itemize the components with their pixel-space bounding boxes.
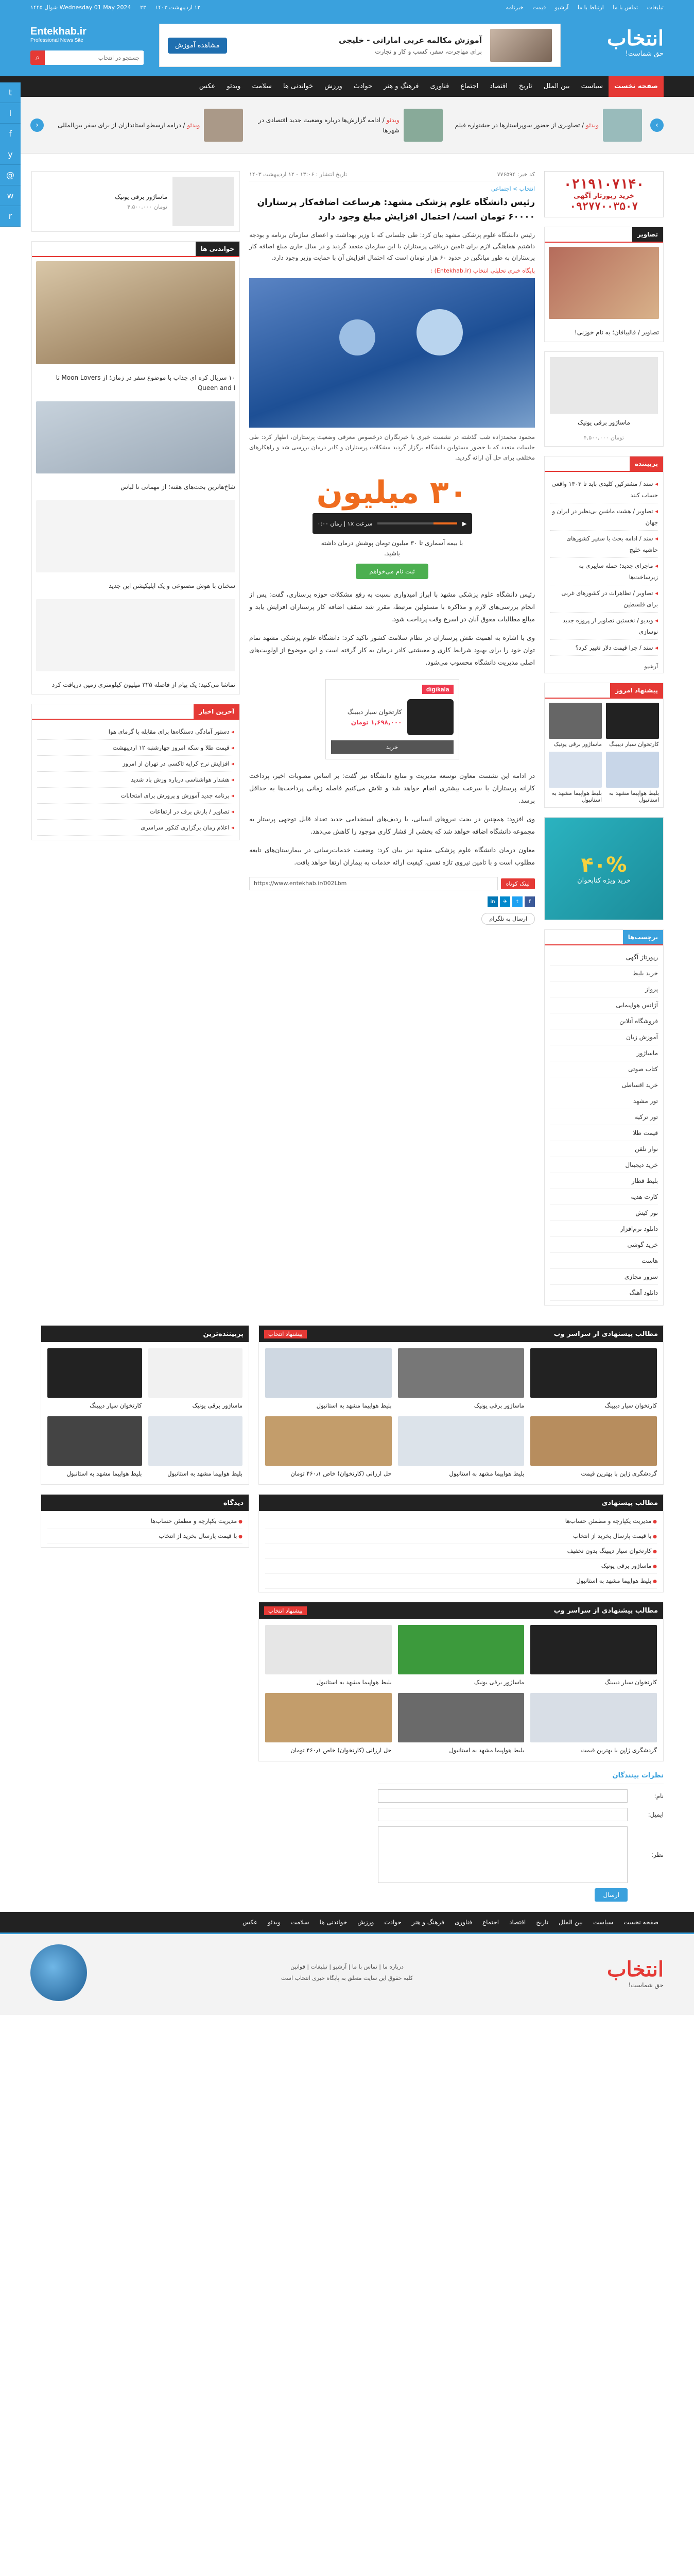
main-nav bbox=[0, 76, 694, 97]
footer-nav-item[interactable]: عکس bbox=[242, 1919, 258, 1926]
list-item[interactable]: ◂ تصاویر / بارش برف در ارتفاعات bbox=[37, 804, 234, 820]
reading-image[interactable] bbox=[36, 599, 235, 671]
tag-link[interactable]: رپورتاژ آگهی bbox=[550, 950, 658, 965]
left-column bbox=[31, 171, 240, 1315]
suggested-card[interactable] bbox=[530, 1416, 657, 1478]
ticker-label: ویدئو bbox=[586, 122, 599, 129]
suggested-link[interactable]: ● بلیط هواپیما مشهد به استانبول bbox=[265, 1574, 657, 1589]
offer-image bbox=[606, 703, 659, 739]
list-item[interactable]: ◂ ویدیو / نخستین تصاویر از پروژه جدید نوسازی bbox=[550, 613, 658, 640]
footer-nav-item[interactable]: حوادث bbox=[384, 1919, 402, 1926]
card-title: کارتخوان سیار دیبینگ bbox=[604, 1402, 657, 1409]
suggested-card[interactable] bbox=[265, 1348, 392, 1410]
comment-form bbox=[378, 1772, 664, 1902]
box-title: پیشنهاد امروز bbox=[610, 683, 663, 698]
ticker-text: ادامه گزارش‌ها درباره وضعیت جدید اقتصادی در شهرها bbox=[258, 116, 400, 134]
name-field[interactable] bbox=[378, 1789, 628, 1803]
list-item[interactable]: ◂ دستور آمادگی دستگاه‌ها برای مقابله با گرمای هوا bbox=[37, 724, 234, 740]
header-ad[interactable] bbox=[159, 24, 561, 67]
tag-link[interactable]: خرید گوشی bbox=[550, 1237, 658, 1253]
email-label: ایمیل: bbox=[648, 1811, 664, 1818]
card-title: بلیط هواپیما مشهد به استانبول bbox=[316, 1679, 392, 1686]
tags-box bbox=[544, 929, 664, 1306]
footer-nav-item[interactable]: سیاست bbox=[593, 1919, 614, 1926]
share-bar bbox=[249, 896, 535, 907]
product-name: ماساژور برقی یونیک bbox=[578, 419, 630, 426]
offer-image bbox=[549, 703, 602, 739]
suggested-box bbox=[258, 1325, 664, 1485]
offer-name: بلیط هواپیما مشهد به استانبول bbox=[551, 790, 602, 803]
most-viewed-box bbox=[544, 456, 664, 673]
ticker-image bbox=[204, 109, 243, 142]
footer-logo-text: انتخاب bbox=[607, 1957, 664, 1981]
ad-subtitle: برای مهاجرت، سفر، کسب و کار و تجارت bbox=[375, 48, 482, 55]
product-price: ۱,۶۹۸,۰۰۰ تومان bbox=[351, 719, 402, 726]
comment-field[interactable] bbox=[378, 1826, 628, 1883]
box-title: پربیننده bbox=[630, 456, 663, 471]
suggested-box-2 bbox=[258, 1602, 664, 1761]
site-name bbox=[30, 26, 144, 43]
suggested-card[interactable] bbox=[530, 1625, 657, 1687]
footer-logo[interactable] bbox=[607, 1957, 664, 1989]
offer-card[interactable] bbox=[549, 752, 602, 803]
suggested-card[interactable] bbox=[398, 1348, 525, 1410]
suggested-card[interactable] bbox=[398, 1416, 525, 1478]
list-item[interactable]: ◂ برنامه جدید آموزش و پرورش برای امتحانات bbox=[37, 788, 234, 804]
list-item[interactable]: ◂ هشدار هواشناسی درباره وزش باد شدید bbox=[37, 772, 234, 788]
list-item[interactable]: ◂ تصاویر / هشت ماشین بی‌نظیر در ایران و جهان bbox=[550, 503, 658, 531]
short-link[interactable]: https://www.entekhab.ir/002Lbm bbox=[249, 877, 498, 890]
list-item[interactable]: ◂ ماجرای جدید؛ حمله سایبری به زیرساخت‌ها bbox=[550, 558, 658, 585]
offer-card[interactable] bbox=[549, 703, 602, 748]
digikala-logo: digikala bbox=[422, 685, 454, 694]
ad-phone-2: ۰۹۲۷۷۰۰۳۵۰۷ bbox=[569, 199, 638, 212]
ticker bbox=[0, 97, 694, 154]
mv-card[interactable] bbox=[148, 1416, 243, 1478]
ticker-label: ویدئو bbox=[187, 122, 200, 129]
article-column bbox=[249, 171, 535, 1315]
section-title: پربیننده‌ترین bbox=[203, 1330, 244, 1338]
logo-text: انتخاب bbox=[607, 26, 664, 50]
suggested-link[interactable]: ● مدیریت یکپارچه و مطمئن حساب‌ها bbox=[265, 1514, 657, 1529]
tag-link[interactable]: فروشگاه آنلاین bbox=[550, 1013, 658, 1029]
social-sidebar bbox=[0, 82, 21, 227]
tag-link[interactable]: هاست bbox=[550, 1253, 658, 1269]
telegram-share-icon[interactable]: ✈ bbox=[500, 896, 510, 907]
product-image bbox=[172, 177, 234, 226]
instagram-icon[interactable]: i bbox=[0, 103, 21, 124]
rss-icon[interactable]: r bbox=[0, 206, 21, 227]
suggested-link[interactable]: ● ماساژور برقی یونیک bbox=[265, 1559, 657, 1574]
article-image bbox=[249, 278, 535, 428]
tag-link[interactable]: آژانس هواپیمایی bbox=[550, 997, 658, 1013]
ticker-card[interactable]: ویدئو / تصاویری از حضور سوپراستارها در جشنواره فیلم bbox=[451, 109, 642, 142]
footer-nav bbox=[0, 1912, 694, 1933]
video-player[interactable] bbox=[313, 513, 472, 534]
box-title: برچسب‌ها bbox=[623, 930, 663, 944]
lower-sections bbox=[30, 1325, 664, 1902]
footer-nav-item[interactable]: فناوری bbox=[454, 1919, 472, 1926]
product-name: ماساژور برقی یونیک bbox=[115, 193, 167, 200]
footer-links[interactable]: درباره ما | تماس با ما | آرشیو | تبلیغات | قوانین bbox=[290, 1963, 404, 1970]
site-logo[interactable] bbox=[576, 27, 664, 63]
card-title: حل ارزانی (کارتخوان) خاص ۴۶۰٫۱ تومان bbox=[290, 1747, 392, 1754]
product-image bbox=[550, 357, 658, 414]
product-price: ۴,۵۰۰,۰۰۰ تومان bbox=[127, 203, 167, 210]
viewpoint-link[interactable]: ● مدیریت یکپارچه و مطمئن حساب‌ها bbox=[47, 1514, 242, 1529]
facebook-icon[interactable]: f bbox=[0, 124, 21, 144]
box-title: تصاویر bbox=[632, 227, 663, 242]
suggested-card[interactable] bbox=[398, 1625, 525, 1687]
mv-card[interactable] bbox=[148, 1348, 243, 1410]
ticker-text: تصاویری از حضور سوپراستارها در جشنواره فیلم bbox=[455, 122, 580, 129]
top-link[interactable]: آرشیو bbox=[554, 4, 569, 11]
card-title: بلیط هواپیما مشهد به استانبول bbox=[66, 1470, 142, 1477]
footer-nav-item[interactable]: ویدئو bbox=[268, 1919, 281, 1926]
reading-caption[interactable]: ۱۰ سریال کره ای جذاب با موضوع سفر در زمان؛ از Moon Lovers تا Queen and I bbox=[56, 374, 235, 392]
email-icon[interactable]: @ bbox=[0, 165, 21, 185]
list-item[interactable]: ◂ سند / چرا قیمت دلار تغییر کرد؟ bbox=[550, 640, 658, 656]
search-box bbox=[30, 50, 144, 65]
tag-link[interactable]: خرید بلیط bbox=[550, 965, 658, 981]
offer-name: کارتخوان سیار دیبینگ bbox=[609, 741, 659, 748]
card-title: کارتخوان سیار دیبینگ bbox=[604, 1679, 657, 1686]
register-button[interactable]: ثبت نام می‌خواهم bbox=[356, 564, 428, 579]
tag-link[interactable]: ماساژور bbox=[550, 1045, 658, 1061]
nav-item[interactable]: فناوری bbox=[430, 82, 449, 90]
section-title: دیدگاه bbox=[223, 1499, 244, 1507]
nav-item[interactable]: تاریخ bbox=[518, 82, 532, 90]
youtube-icon[interactable]: y bbox=[0, 144, 21, 165]
reading-caption[interactable]: سخنان با هوش مصنوعی و یک اپلیکیشن این جدید bbox=[109, 582, 235, 589]
tag-link[interactable]: دانلود آهنگ bbox=[550, 1285, 658, 1301]
ticker-label: ویدئو bbox=[386, 116, 400, 124]
footer-nav-item[interactable]: تاریخ bbox=[536, 1919, 549, 1926]
chevron-right-icon[interactable]: › bbox=[650, 118, 664, 132]
inline-ad[interactable] bbox=[313, 472, 472, 579]
promo-banner[interactable] bbox=[544, 817, 664, 920]
linkedin-share-icon[interactable]: in bbox=[488, 896, 498, 907]
ad-button[interactable]: مشاهده آموزش bbox=[168, 38, 227, 54]
list-item[interactable]: ◂ تصاویر / تظاهرات در کشورهای غربی برای فلسطین bbox=[550, 585, 658, 613]
paragraph: وی افزود: همچنین در بحث نیروهای انسانی، با ردیف‌های استخدامی جدید تعداد قابل توجهی پرستار به مجموعه دانشگاه اضافه خواهد شد که بخشی از فشار کاری موجود را کاهش می‌دهد. bbox=[249, 815, 535, 835]
tag-link[interactable]: پرواز bbox=[550, 981, 658, 997]
card-title: حل ارزانی (کارتخوان) خاص ۴۶۰٫۱ تومان bbox=[290, 1470, 392, 1477]
whatsapp-icon[interactable]: w bbox=[0, 185, 21, 206]
ad-title: آموزش مکالمه عربی اماراتی - خلیجی bbox=[338, 36, 482, 45]
card-title: بلیط هواپیما مشهد به استانبول bbox=[316, 1402, 392, 1409]
product-price: ۴,۵۰۰,۰۰۰ تومان bbox=[584, 434, 624, 441]
header bbox=[0, 14, 694, 76]
nav-item[interactable]: ورزش bbox=[324, 82, 342, 90]
date-fa: ۱۲ اردیبهشت ۱۴۰۳ bbox=[155, 4, 201, 11]
suggested-card[interactable] bbox=[398, 1693, 525, 1755]
article-meta bbox=[249, 171, 535, 181]
comments-title: نظرات بینندگان bbox=[378, 1772, 664, 1784]
name-label: نام: bbox=[654, 1792, 664, 1800]
footer-nav-item[interactable]: ورزش bbox=[357, 1919, 374, 1926]
article-date: تاریخ انتشار : ۱۳:۰۶ - ۱۲ اردیبهشت ۱۴۰۳ bbox=[249, 171, 348, 178]
paragraph: در ادامه این نشست معاون توسعه مدیریت و منابع دانشگاه نیز گفت: بر اساس مصوبات اخیر، پرداخت کارانه پرستاران با سرعت بیشتری انجام خواهد شد و تلاش می‌کنیم فاصله زمانی پرداخت‌ها به حداقل برسد. bbox=[249, 772, 535, 804]
card-title: بلیط هواپیما مشهد به استانبول bbox=[449, 1470, 525, 1477]
top-link[interactable]: خبرنامه bbox=[506, 4, 524, 11]
progress-bar[interactable] bbox=[377, 522, 457, 524]
twitter-share-icon[interactable]: t bbox=[512, 896, 523, 907]
tag-link[interactable]: خرید دیجیتال bbox=[550, 1157, 658, 1173]
product-name: کارتخوان سیار دیبینگ bbox=[347, 708, 402, 716]
nav-item[interactable]: خواندنی ها bbox=[283, 82, 314, 90]
footer-nav-item[interactable]: اقتصاد bbox=[509, 1919, 526, 1926]
offer-card[interactable] bbox=[606, 703, 659, 748]
suggested-card[interactable] bbox=[265, 1625, 392, 1687]
offers-box bbox=[544, 683, 664, 808]
globe-icon bbox=[30, 1944, 87, 2001]
footer bbox=[0, 1933, 694, 2015]
top-product-box[interactable] bbox=[31, 171, 240, 232]
article-body bbox=[249, 588, 535, 669]
article-lead: رئیس دانشگاه علوم پزشکی مشهد بیان کرد: طی جلساتی که با وزیر بهداشت و اعضای سازمان برنامه و بودجه داشتیم هماهنگی لازم برای تامین دریافتی پرستاران با این سازمان منعقد گردید و در سال جاری مبلغ اضافه کار پرستاران به طور میانگین در حدود ۶۰ هزار تومان است که احتمال افزایش آن با حمایت وزیر وجود دارد. bbox=[249, 231, 535, 261]
card-title: بلیط هواپیما مشهد به استانبول bbox=[449, 1747, 525, 1754]
list-item[interactable]: ◂ سند / ادامه بحث با سفیر کشورهای حاشیه خلیج bbox=[550, 531, 658, 558]
top-links bbox=[499, 4, 664, 11]
offer-image bbox=[549, 752, 602, 788]
tag-link[interactable]: تور ترکیه bbox=[550, 1109, 658, 1125]
promo-percent: ۴۰% bbox=[581, 853, 627, 877]
tag-link[interactable]: خرید اقساطی bbox=[550, 1077, 658, 1093]
short-link-row bbox=[249, 877, 535, 890]
product-widget[interactable] bbox=[325, 679, 459, 759]
list-item[interactable]: ◂ اعلام زمان برگزاری کنکور سراسری bbox=[37, 820, 234, 836]
player-time: سرعت ۱x | زمان ۰:۰۰ bbox=[317, 520, 373, 527]
suggested-card[interactable] bbox=[530, 1348, 657, 1410]
reading-image[interactable] bbox=[36, 261, 235, 364]
tag-link[interactable]: دانلود نرم‌افزار bbox=[550, 1221, 658, 1237]
email-field[interactable] bbox=[378, 1808, 628, 1821]
latest-news-box bbox=[31, 704, 240, 840]
archive-link[interactable]: آرشیو bbox=[644, 663, 658, 670]
paragraph: معاون درمان دانشگاه علوم پزشکی مشهد نیز بیان کرد: وضعیت خدمات‌رسانی در بیمارستان‌های تابعه مطلوب است و با تامین نیروی تازه نفس، کیفیت ارائه خدمات به بیماران ارتقا خواهد یافت. bbox=[249, 846, 535, 866]
top-link[interactable]: ارتباط با ما bbox=[577, 4, 604, 11]
gallery-image[interactable] bbox=[549, 247, 659, 319]
play-icon[interactable]: ▶ bbox=[462, 520, 467, 527]
ticker-card[interactable]: ویدئو / ادامه گزارش‌ها درباره وضعیت جدید اقتصادی در شهرها bbox=[251, 109, 442, 142]
suggested-card[interactable] bbox=[265, 1416, 392, 1478]
tag-link[interactable]: بلیط قطار bbox=[550, 1173, 658, 1189]
tag-link[interactable]: آموزش زبان bbox=[550, 1029, 658, 1045]
nav-item[interactable]: اقتصاد bbox=[490, 82, 508, 90]
top-bar bbox=[0, 0, 694, 14]
ad-image bbox=[490, 29, 552, 62]
viewpoint-link[interactable]: ● با قیمت پارسال بخرید از انتخاب bbox=[47, 1529, 242, 1544]
tag-link[interactable]: کارت هدیه bbox=[550, 1189, 658, 1205]
list-item[interactable]: ◂ افزایش نرخ کرایه تاکسی در تهران از امروز bbox=[37, 756, 234, 772]
nav-item[interactable]: ویدئو bbox=[227, 82, 241, 90]
ad-phone: ۰۲۱۹۱۰۷۱۴۰ bbox=[563, 176, 645, 192]
nav-item[interactable]: سلامت bbox=[252, 82, 272, 90]
card-title: گردشگری ژاپن با بهترین قیمت bbox=[581, 1470, 657, 1477]
chevron-left-icon[interactable]: ‹ bbox=[30, 118, 44, 132]
tag-link[interactable]: تور کیش bbox=[550, 1205, 658, 1221]
most-viewed-box bbox=[41, 1325, 249, 1485]
nav-item[interactable]: عکس bbox=[199, 82, 216, 90]
tag-link[interactable]: تور مشهد bbox=[550, 1093, 658, 1109]
article-body-2 bbox=[249, 770, 535, 869]
reading-caption[interactable]: شاخ‌ها‌ترین‌ بحث‌های هفته؛ از مهمانی تا لباس bbox=[120, 483, 235, 490]
list-item[interactable]: ◂ قیمت طلا و سکه امروز چهارشنبه ۱۲ اردیبهشت bbox=[37, 740, 234, 756]
breadcrumb[interactable]: انتخاب > اجتماعی bbox=[491, 185, 535, 192]
section-badge: پیشنهاد انتخاب bbox=[264, 1330, 307, 1338]
section-badge: پیشنهاد انتخاب bbox=[264, 1606, 307, 1615]
card-title: گردشگری ژاپن با بهترین قیمت bbox=[581, 1747, 657, 1754]
footer-nav-item[interactable]: بین الملل bbox=[559, 1919, 583, 1926]
nav-item[interactable]: فرهنگ و هنر bbox=[384, 82, 419, 90]
nav-item[interactable]: حوادث bbox=[353, 82, 373, 90]
nav-item[interactable]: سیاست bbox=[581, 82, 603, 90]
promo-title: خرید ویژه کتابخوان bbox=[577, 876, 631, 885]
section-title: مطالب پیشنهادی از سراسر وب bbox=[553, 1606, 658, 1615]
buy-button[interactable]: خرید bbox=[331, 740, 454, 754]
nav-item[interactable]: بین الملل bbox=[543, 82, 570, 90]
images-box bbox=[544, 227, 664, 342]
date-en: Wednesday 01 May 2024 bbox=[59, 4, 131, 11]
suggested-link[interactable]: ● کارتخوان سیار دیبینگ بدون تخفیف bbox=[265, 1544, 657, 1559]
footer-nav-item[interactable]: اجتماع bbox=[482, 1919, 499, 1926]
ad-description: با بیمه آسماری تا ۳۰ میلیون تومان پوشش درمان داشته باشید. bbox=[321, 539, 463, 557]
ad-headline: ۳۰ میلیون bbox=[316, 474, 468, 511]
right-column bbox=[544, 171, 664, 1315]
offer-image bbox=[606, 752, 659, 788]
header-left bbox=[30, 26, 144, 65]
suggested-card[interactable] bbox=[530, 1693, 657, 1755]
ticker-image bbox=[603, 109, 642, 142]
top-link[interactable]: تماس با ما bbox=[613, 4, 638, 11]
send-telegram-button[interactable]: ارسال به تلگرام bbox=[481, 913, 535, 925]
nav-home[interactable]: صفحه نخست bbox=[609, 76, 664, 97]
reading-box bbox=[31, 241, 240, 694]
paragraph: رئیس دانشگاه علوم پزشکی مشهد با ابراز امیدواری نسبت به رفع مشکلات حوزه پرستاری، گفت: پس از انجام بررسی‌های لازم و مذاکره با مسئولین مرتبط، مقرر شد سقف اضافه کار پرستاران افزایش یابد و مبالغ مطالبات معوق آنان در اسرع وقت پرداخت شود. bbox=[249, 590, 535, 623]
footer-nav-item[interactable]: سلامت bbox=[291, 1919, 309, 1926]
tag-link[interactable]: کتاب صوتی bbox=[550, 1061, 658, 1077]
product-box[interactable] bbox=[544, 351, 664, 447]
copyright: کلیه حقوق این سایت متعلق به پایگاه خبری انتخاب است bbox=[281, 1975, 413, 1981]
top-link[interactable]: تبلیغات bbox=[647, 4, 664, 11]
article-title: رئیس دانشگاه علوم پزشکی مشهد: هرساعت اضافه‌کار پرستاران ۶۰۰۰۰ تومان است/ احتمال افزایش مبلغ وجود دارد bbox=[257, 197, 535, 222]
product-image bbox=[407, 699, 454, 735]
footer-nav-item[interactable]: فرهنگ و هنر bbox=[411, 1919, 444, 1926]
search-input[interactable] bbox=[45, 51, 144, 64]
section-title: مطالب پیشنهادی از سراسر وب bbox=[553, 1330, 658, 1338]
box-title: آخرین اخبار bbox=[194, 704, 239, 719]
top-link[interactable]: قیمت bbox=[532, 4, 546, 11]
suggested-card[interactable] bbox=[265, 1693, 392, 1755]
card-title: بلیط هواپیما مشهد به استانبول bbox=[167, 1470, 242, 1477]
short-link-label: لینک کوتاه bbox=[501, 878, 535, 889]
mv-card[interactable] bbox=[47, 1416, 142, 1478]
offer-name: ماساژور برقی یونیک bbox=[553, 741, 602, 748]
reading-image[interactable] bbox=[36, 500, 235, 572]
article-source: پایگاه خبری تحلیلی انتخاب (Entekhab.ir) : bbox=[430, 267, 535, 274]
submit-button[interactable]: ارسال bbox=[595, 1888, 628, 1902]
card-title: ماساژور برقی یونیک bbox=[474, 1679, 525, 1686]
tag-link[interactable]: سرور مجازی bbox=[550, 1269, 658, 1285]
dates bbox=[30, 4, 207, 11]
offer-card[interactable] bbox=[606, 752, 659, 803]
mv-card[interactable] bbox=[47, 1348, 142, 1410]
facebook-share-icon[interactable]: f bbox=[525, 896, 535, 907]
paragraph: وی با اشاره به اهمیت نقش پرستاران در نظام سلامت کشور تاکید کرد: دانشگاه علوم پزشکی مشهد تمام توان خود را برای بهبود شرایط کاری و معیشتی کادر درمان به کار گرفته است و این موضوع از اولویت‌های اصلی مدیریت دانشگاه محسوب می‌شود. bbox=[249, 634, 535, 666]
article-code: کد خبر: ۷۷۶۵۹۴ bbox=[497, 171, 535, 178]
date-hijri: ۲۳ شوال ۱۴۴۵ bbox=[30, 4, 146, 11]
tag-link[interactable]: قیمت طلا bbox=[550, 1125, 658, 1141]
card-title: کارتخوان سیار دیبینگ bbox=[90, 1402, 142, 1409]
search-icon[interactable]: ⌕ bbox=[30, 50, 45, 65]
section-title: مطالب پیشنهادی bbox=[601, 1499, 658, 1507]
comment-label: نظر: bbox=[651, 1851, 664, 1858]
ticker-text: درامه ارسطو استانداران از برای سفر بین‌المللی bbox=[58, 122, 181, 129]
list-item[interactable]: ◂ سند / مشترکین کلیدی باید تا ۱۴۰۳ واقعی حساب کنند bbox=[550, 476, 658, 503]
footer-nav-item[interactable]: خواندنی ها bbox=[319, 1919, 348, 1926]
ad-title: خرید رپورتاژ آگهی bbox=[574, 192, 634, 200]
suggested-links-box bbox=[258, 1494, 664, 1592]
card-title: ماساژور برقی یونیک bbox=[474, 1402, 525, 1409]
gallery-caption[interactable]: تصاویر / قالیبافان؛ به نام خوزنی! bbox=[574, 329, 659, 336]
logo-sub: حق شماست! bbox=[625, 50, 664, 58]
ticker-card[interactable]: ویدئو / درامه ارسطو استانداران از برای سفر بین‌المللی bbox=[52, 109, 243, 142]
footer-nav-item[interactable]: صفحه نخست bbox=[623, 1919, 658, 1926]
offer-name: بلیط هواپیما مشهد به استانبول bbox=[609, 790, 659, 803]
ad-phone-banner[interactable] bbox=[544, 171, 664, 217]
card-title: ماساژور برقی یونیک bbox=[192, 1402, 242, 1409]
box-title: خواندنی ها bbox=[196, 242, 239, 256]
reading-image[interactable] bbox=[36, 401, 235, 473]
site-sub: Professional News Site bbox=[30, 38, 83, 43]
suggested-link[interactable]: ● با قیمت پارسال بخرید از انتخاب bbox=[265, 1529, 657, 1544]
tag-link[interactable]: نوار تلفن bbox=[550, 1141, 658, 1157]
reading-caption[interactable]: تماشا می‌کنید؛ یک پیام از فاصله ۳۲۵ میلیون کیلومتری زمین دریافت کرد bbox=[51, 681, 235, 688]
image-caption: محمود محمدزاده شب گذشته در نشست خبری با خبرنگاران درخصوص معرفی وضعیت پرستاران، اظهار کرد: طی جلسات متعدد که با حضور مسئولین دانشگاه برگزار گردید مشکلات پرستاران و کادر درمان بررسی شد و راهکارهای مختلفی برای حل آن ارائه گردید. bbox=[249, 433, 535, 461]
site-name-text: Entekhab.ir bbox=[30, 26, 86, 37]
ticker-image bbox=[404, 109, 443, 142]
twitter-icon[interactable]: t bbox=[0, 82, 21, 103]
viewpoints-box bbox=[41, 1494, 249, 1548]
footer-logo-sub: حق شماست! bbox=[628, 1981, 664, 1989]
nav-item[interactable]: اجتماع bbox=[460, 82, 479, 90]
